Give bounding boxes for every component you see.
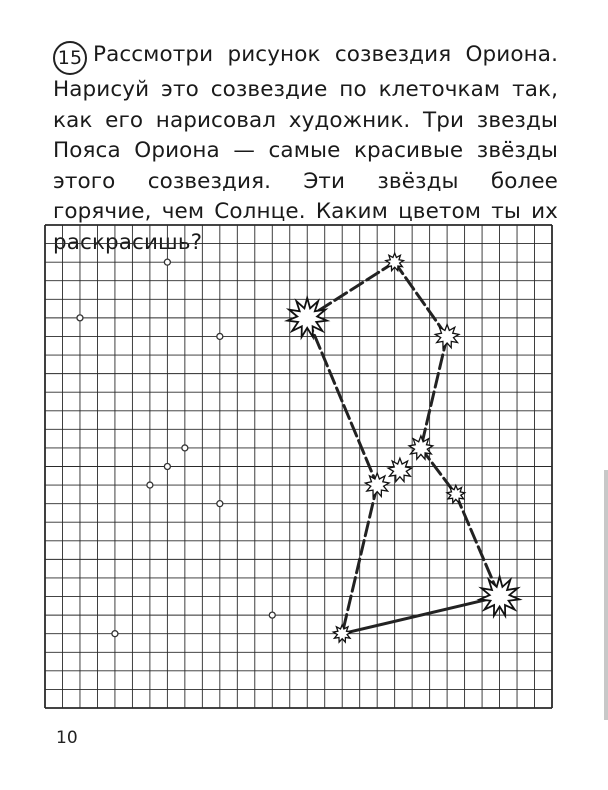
faint-star-icon — [269, 612, 275, 618]
faint-star-icon — [147, 482, 153, 488]
constellation-line — [456, 494, 500, 596]
task-text: Рассмотри рисунок созвездия Ориона. Нарисуй это созвездие по клеточкам так, как его нарисовал художник. Три звезды Пояса Ориона — самые красивые звёзды этого созвездия. Эти звёзды более горячие, чем Солнце. Каким цветом ты их раскрасишь? — [53, 42, 558, 255]
faint-star-icon — [217, 501, 223, 507]
page-number: 10 — [56, 728, 78, 748]
star-foot-left-icon — [333, 625, 351, 642]
faint-star-icon — [164, 464, 170, 470]
star-belt-middle-icon — [388, 458, 412, 481]
grid-lines — [45, 225, 552, 708]
task-number-badge: 15 — [53, 41, 87, 75]
faint-star-icon — [77, 315, 83, 321]
page-edge-shadow — [604, 470, 608, 720]
faint-star-icon — [182, 445, 188, 451]
faint-star-icon — [164, 259, 170, 265]
star-belt-upper-icon — [409, 436, 433, 459]
faint-star-icon — [112, 631, 118, 637]
faint-star-icon — [217, 333, 223, 339]
star-top-icon — [386, 253, 404, 270]
star-sword-icon — [447, 485, 465, 502]
